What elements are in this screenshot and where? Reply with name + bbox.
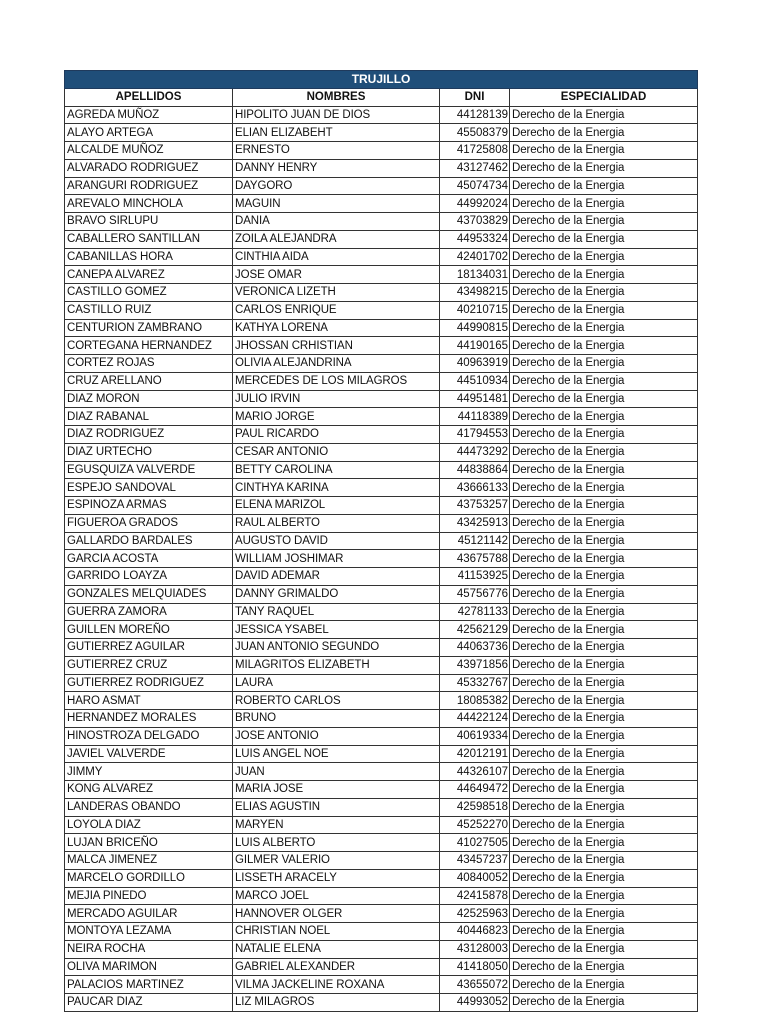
- cell-apellidos: MONTOYA LEZAMA: [65, 923, 233, 941]
- cell-nombres: DANIA: [233, 213, 440, 231]
- cell-apellidos: PAUCAR DIAZ: [65, 994, 233, 1012]
- cell-especialidad: Derecho de la Energia: [510, 106, 698, 124]
- cell-dni: 43655072: [440, 976, 510, 994]
- cell-dni: 45252270: [440, 816, 510, 834]
- cell-nombres: ELENA MARIZOL: [233, 497, 440, 515]
- cell-especialidad: Derecho de la Energia: [510, 177, 698, 195]
- cell-dni: 44063736: [440, 639, 510, 657]
- cell-especialidad: Derecho de la Energia: [510, 798, 698, 816]
- table-row: [65, 869, 698, 887]
- cell-apellidos: MERCADO AGUILAR: [65, 905, 233, 923]
- cell-especialidad: Derecho de la Energia: [510, 355, 698, 373]
- table-row: [65, 585, 698, 603]
- cell-dni: 45332767: [440, 674, 510, 692]
- cell-apellidos: CASTILLO RUIZ: [65, 301, 233, 319]
- cell-apellidos: HINOSTROZA DELGADO: [65, 727, 233, 745]
- cell-nombres: HIPOLITO JUAN DE DIOS: [233, 106, 440, 124]
- cell-dni: 43675788: [440, 550, 510, 568]
- cell-especialidad: Derecho de la Energia: [510, 976, 698, 994]
- cell-dni: 43753257: [440, 497, 510, 515]
- cell-nombres: JUAN: [233, 763, 440, 781]
- cell-especialidad: Derecho de la Energia: [510, 124, 698, 142]
- cell-especialidad: Derecho de la Energia: [510, 195, 698, 213]
- cell-especialidad: Derecho de la Energia: [510, 213, 698, 231]
- table-row: [65, 550, 698, 568]
- cell-apellidos: MALCA JIMENEZ: [65, 852, 233, 870]
- cell-especialidad: Derecho de la Energia: [510, 656, 698, 674]
- cell-dni: 42525963: [440, 905, 510, 923]
- cell-dni: 44473292: [440, 443, 510, 461]
- cell-dni: 40210715: [440, 301, 510, 319]
- table-row: [65, 213, 698, 231]
- table-row: [65, 710, 698, 728]
- cell-dni: 44993052: [440, 994, 510, 1012]
- cell-apellidos: ESPEJO SANDOVAL: [65, 479, 233, 497]
- cell-especialidad: Derecho de la Energia: [510, 816, 698, 834]
- cell-apellidos: FIGUEROA GRADOS: [65, 514, 233, 532]
- cell-nombres: DAYGORO: [233, 177, 440, 195]
- cell-nombres: CARLOS ENRIQUE: [233, 301, 440, 319]
- cell-nombres: LUIS ANGEL NOE: [233, 745, 440, 763]
- cell-especialidad: Derecho de la Energia: [510, 266, 698, 284]
- table-row: [65, 834, 698, 852]
- table-row: [65, 656, 698, 674]
- cell-dni: 44190165: [440, 337, 510, 355]
- cell-especialidad: Derecho de la Energia: [510, 923, 698, 941]
- cell-dni: 41725808: [440, 142, 510, 160]
- cell-apellidos: CORTEGANA HERNANDEZ: [65, 337, 233, 355]
- table-row: [65, 497, 698, 515]
- cell-nombres: CINTHIA AIDA: [233, 248, 440, 266]
- table-row: [65, 461, 698, 479]
- table-row: [65, 887, 698, 905]
- cell-dni: 41794553: [440, 426, 510, 444]
- cell-nombres: GILMER VALERIO: [233, 852, 440, 870]
- cell-apellidos: MARCELO GORDILLO: [65, 869, 233, 887]
- table-body: [65, 106, 698, 1011]
- cell-especialidad: Derecho de la Energia: [510, 230, 698, 248]
- cell-especialidad: Derecho de la Energia: [510, 319, 698, 337]
- cell-apellidos: ESPINOZA ARMAS: [65, 497, 233, 515]
- table-row: [65, 372, 698, 390]
- cell-dni: 44422124: [440, 710, 510, 728]
- cell-apellidos: DIAZ URTECHO: [65, 443, 233, 461]
- cell-dni: 43666133: [440, 479, 510, 497]
- cell-especialidad: Derecho de la Energia: [510, 337, 698, 355]
- cell-dni: 18085382: [440, 692, 510, 710]
- table-row: [65, 976, 698, 994]
- cell-dni: 40840052: [440, 869, 510, 887]
- cell-apellidos: CABALLERO SANTILLAN: [65, 230, 233, 248]
- cell-nombres: GABRIEL ALEXANDER: [233, 958, 440, 976]
- cell-nombres: MILAGRITOS ELIZABETH: [233, 656, 440, 674]
- cell-nombres: BETTY CAROLINA: [233, 461, 440, 479]
- cell-apellidos: KONG ALVAREZ: [65, 781, 233, 799]
- table-row: [65, 639, 698, 657]
- cell-nombres: MAGUIN: [233, 195, 440, 213]
- cell-especialidad: Derecho de la Energia: [510, 781, 698, 799]
- table-row: [65, 727, 698, 745]
- cell-especialidad: Derecho de la Energia: [510, 603, 698, 621]
- cell-especialidad: Derecho de la Energia: [510, 142, 698, 160]
- cell-dni: 44128139: [440, 106, 510, 124]
- cell-dni: 42781133: [440, 603, 510, 621]
- cell-especialidad: Derecho de la Energia: [510, 621, 698, 639]
- cell-dni: 43703829: [440, 213, 510, 231]
- cell-apellidos: OLIVA MARIMON: [65, 958, 233, 976]
- table-row: [65, 426, 698, 444]
- cell-especialidad: Derecho de la Energia: [510, 869, 698, 887]
- cell-especialidad: Derecho de la Energia: [510, 834, 698, 852]
- cell-apellidos: DIAZ MORON: [65, 390, 233, 408]
- table-row: [65, 443, 698, 461]
- cell-nombres: DANNY GRIMALDO: [233, 585, 440, 603]
- cell-dni: 44951481: [440, 390, 510, 408]
- cell-nombres: OLIVIA ALEJANDRINA: [233, 355, 440, 373]
- cell-apellidos: BRAVO SIRLUPU: [65, 213, 233, 231]
- table-row: [65, 763, 698, 781]
- cell-nombres: JESSICA YSABEL: [233, 621, 440, 639]
- cell-apellidos: HERNANDEZ MORALES: [65, 710, 233, 728]
- table-row: [65, 674, 698, 692]
- cell-apellidos: GUTIERREZ CRUZ: [65, 656, 233, 674]
- cell-apellidos: NEIRA ROCHA: [65, 940, 233, 958]
- table-row: [65, 568, 698, 586]
- cell-nombres: NATALIE ELENA: [233, 940, 440, 958]
- cell-dni: 44510934: [440, 372, 510, 390]
- cell-nombres: ZOILA ALEJANDRA: [233, 230, 440, 248]
- cell-especialidad: Derecho de la Energia: [510, 710, 698, 728]
- cell-apellidos: GONZALES MELQUIADES: [65, 585, 233, 603]
- cell-especialidad: Derecho de la Energia: [510, 887, 698, 905]
- cell-especialidad: Derecho de la Energia: [510, 372, 698, 390]
- column-header-dni: DNI: [440, 88, 510, 106]
- cell-apellidos: AREVALO MINCHOLA: [65, 195, 233, 213]
- column-header-apellidos: APELLIDOS: [65, 88, 233, 106]
- cell-apellidos: DIAZ RODRIGUEZ: [65, 426, 233, 444]
- table-row: [65, 159, 698, 177]
- table-title: TRUJILLO: [65, 71, 698, 89]
- cell-especialidad: Derecho de la Energia: [510, 692, 698, 710]
- cell-especialidad: Derecho de la Energia: [510, 940, 698, 958]
- cell-especialidad: Derecho de la Energia: [510, 390, 698, 408]
- cell-dni: 41027505: [440, 834, 510, 852]
- cell-nombres: VERONICA LIZETH: [233, 284, 440, 302]
- cell-especialidad: Derecho de la Energia: [510, 159, 698, 177]
- cell-dni: 43457237: [440, 852, 510, 870]
- table-row: [65, 852, 698, 870]
- cell-apellidos: GALLARDO BARDALES: [65, 532, 233, 550]
- cell-dni: 42415878: [440, 887, 510, 905]
- table-row: [65, 603, 698, 621]
- table-row: [65, 692, 698, 710]
- cell-especialidad: Derecho de la Energia: [510, 514, 698, 532]
- cell-dni: 41153925: [440, 568, 510, 586]
- cell-apellidos: GARCIA ACOSTA: [65, 550, 233, 568]
- cell-dni: 42012191: [440, 745, 510, 763]
- cell-especialidad: Derecho de la Energia: [510, 852, 698, 870]
- column-header-especialidad: ESPECIALIDAD: [510, 88, 698, 106]
- table-header-row: [65, 88, 698, 106]
- table-row: [65, 337, 698, 355]
- cell-apellidos: CRUZ ARELLANO: [65, 372, 233, 390]
- cell-dni: 45508379: [440, 124, 510, 142]
- cell-apellidos: ALAYO ARTEGA: [65, 124, 233, 142]
- cell-dni: 42598518: [440, 798, 510, 816]
- cell-apellidos: EGUSQUIZA VALVERDE: [65, 461, 233, 479]
- column-header-nombres: NOMBRES: [233, 88, 440, 106]
- cell-especialidad: Derecho de la Energia: [510, 585, 698, 603]
- table-row: [65, 745, 698, 763]
- cell-nombres: VILMA JACKELINE ROXANA: [233, 976, 440, 994]
- cell-apellidos: LUJAN BRICEÑO: [65, 834, 233, 852]
- cell-apellidos: DIAZ RABANAL: [65, 408, 233, 426]
- cell-nombres: MARIA JOSE: [233, 781, 440, 799]
- table-row: [65, 923, 698, 941]
- cell-nombres: LAURA: [233, 674, 440, 692]
- table-row: [65, 781, 698, 799]
- table-row: [65, 266, 698, 284]
- table-row: [65, 994, 698, 1012]
- table-row: [65, 479, 698, 497]
- cell-especialidad: Derecho de la Energia: [510, 301, 698, 319]
- cell-nombres: KATHYA LORENA: [233, 319, 440, 337]
- cell-nombres: TANY RAQUEL: [233, 603, 440, 621]
- cell-apellidos: ARANGURI RODRIGUEZ: [65, 177, 233, 195]
- cell-especialidad: Derecho de la Energia: [510, 958, 698, 976]
- cell-apellidos: CANEPA ALVAREZ: [65, 266, 233, 284]
- cell-especialidad: Derecho de la Energia: [510, 639, 698, 657]
- cell-especialidad: Derecho de la Energia: [510, 248, 698, 266]
- cell-dni: 44992024: [440, 195, 510, 213]
- table-row: [65, 301, 698, 319]
- table-row: [65, 798, 698, 816]
- cell-nombres: RAUL ALBERTO: [233, 514, 440, 532]
- cell-dni: 44953324: [440, 230, 510, 248]
- cell-especialidad: Derecho de la Energia: [510, 497, 698, 515]
- cell-dni: 40963919: [440, 355, 510, 373]
- cell-especialidad: Derecho de la Energia: [510, 426, 698, 444]
- cell-nombres: MARYEN: [233, 816, 440, 834]
- cell-dni: 18134031: [440, 266, 510, 284]
- cell-nombres: PAUL RICARDO: [233, 426, 440, 444]
- cell-dni: 45756776: [440, 585, 510, 603]
- cell-especialidad: Derecho de la Energia: [510, 284, 698, 302]
- cell-dni: 43128003: [440, 940, 510, 958]
- cell-nombres: MERCEDES DE LOS MILAGROS: [233, 372, 440, 390]
- cell-dni: 45074734: [440, 177, 510, 195]
- cell-nombres: ELIAS AGUSTIN: [233, 798, 440, 816]
- cell-apellidos: CASTILLO GOMEZ: [65, 284, 233, 302]
- cell-especialidad: Derecho de la Energia: [510, 568, 698, 586]
- cell-especialidad: Derecho de la Energia: [510, 550, 698, 568]
- cell-apellidos: JIMMY: [65, 763, 233, 781]
- table-row: [65, 355, 698, 373]
- cell-dni: 44649472: [440, 781, 510, 799]
- table-row: [65, 940, 698, 958]
- table-row: [65, 142, 698, 160]
- cell-especialidad: Derecho de la Energia: [510, 674, 698, 692]
- cell-nombres: CINTHYA KARINA: [233, 479, 440, 497]
- cell-nombres: AUGUSTO DAVID: [233, 532, 440, 550]
- cell-apellidos: MEJIA PINEDO: [65, 887, 233, 905]
- cell-nombres: JOSE OMAR: [233, 266, 440, 284]
- cell-apellidos: LOYOLA DIAZ: [65, 816, 233, 834]
- cell-dni: 44990815: [440, 319, 510, 337]
- cell-dni: 41418050: [440, 958, 510, 976]
- cell-nombres: CHRISTIAN NOEL: [233, 923, 440, 941]
- cell-nombres: HANNOVER OLGER: [233, 905, 440, 923]
- cell-nombres: LIZ MILAGROS: [233, 994, 440, 1012]
- cell-especialidad: Derecho de la Energia: [510, 745, 698, 763]
- cell-apellidos: GARRIDO LOAYZA: [65, 568, 233, 586]
- cell-nombres: JHOSSAN CRHISTIAN: [233, 337, 440, 355]
- cell-especialidad: Derecho de la Energia: [510, 461, 698, 479]
- cell-apellidos: GUILLEN MOREÑO: [65, 621, 233, 639]
- cell-especialidad: Derecho de la Energia: [510, 532, 698, 550]
- cell-nombres: JULIO IRVIN: [233, 390, 440, 408]
- table-row: [65, 284, 698, 302]
- cell-apellidos: JAVIEL VALVERDE: [65, 745, 233, 763]
- cell-especialidad: Derecho de la Energia: [510, 408, 698, 426]
- cell-nombres: LISSETH ARACELY: [233, 869, 440, 887]
- cell-nombres: MARIO JORGE: [233, 408, 440, 426]
- cell-dni: 42401702: [440, 248, 510, 266]
- table-row: [65, 248, 698, 266]
- cell-apellidos: LANDERAS OBANDO: [65, 798, 233, 816]
- cell-dni: 42562129: [440, 621, 510, 639]
- table-row: [65, 514, 698, 532]
- cell-apellidos: ALCALDE MUÑOZ: [65, 142, 233, 160]
- cell-nombres: DANNY HENRY: [233, 159, 440, 177]
- cell-apellidos: CENTURION ZAMBRANO: [65, 319, 233, 337]
- spreadsheet-page: [64, 70, 697, 1012]
- cell-apellidos: PALACIOS MARTINEZ: [65, 976, 233, 994]
- table-row: [65, 319, 698, 337]
- cell-nombres: CESAR ANTONIO: [233, 443, 440, 461]
- table-row: [65, 532, 698, 550]
- cell-nombres: LUIS ALBERTO: [233, 834, 440, 852]
- table-row: [65, 230, 698, 248]
- cell-dni: 43425913: [440, 514, 510, 532]
- cell-nombres: ELIAN ELIZABEHT: [233, 124, 440, 142]
- table-row: [65, 905, 698, 923]
- cell-apellidos: CORTEZ ROJAS: [65, 355, 233, 373]
- cell-apellidos: HARO ASMAT: [65, 692, 233, 710]
- cell-nombres: MARCO JOEL: [233, 887, 440, 905]
- cell-nombres: ERNESTO: [233, 142, 440, 160]
- cell-especialidad: Derecho de la Energia: [510, 727, 698, 745]
- cell-nombres: BRUNO: [233, 710, 440, 728]
- table-row: [65, 106, 698, 124]
- cell-dni: 40619334: [440, 727, 510, 745]
- cell-dni: 44326107: [440, 763, 510, 781]
- cell-nombres: WILLIAM JOSHIMAR: [233, 550, 440, 568]
- cell-apellidos: ALVARADO RODRIGUEZ: [65, 159, 233, 177]
- table-row: [65, 195, 698, 213]
- table-row: [65, 124, 698, 142]
- table-title-row: [65, 71, 698, 89]
- cell-nombres: ROBERTO CARLOS: [233, 692, 440, 710]
- cell-nombres: JOSE ANTONIO: [233, 727, 440, 745]
- table-row: [65, 621, 698, 639]
- table-row: [65, 958, 698, 976]
- table-row: [65, 177, 698, 195]
- cell-nombres: JUAN ANTONIO SEGUNDO: [233, 639, 440, 657]
- table-row: [65, 390, 698, 408]
- cell-apellidos: AGREDA MUÑOZ: [65, 106, 233, 124]
- cell-dni: 44118389: [440, 408, 510, 426]
- cell-especialidad: Derecho de la Energia: [510, 905, 698, 923]
- cell-dni: 43127462: [440, 159, 510, 177]
- cell-apellidos: GUTIERREZ RODRIGUEZ: [65, 674, 233, 692]
- table-row: [65, 816, 698, 834]
- cell-especialidad: Derecho de la Energia: [510, 443, 698, 461]
- cell-especialidad: Derecho de la Energia: [510, 994, 698, 1012]
- cell-especialidad: Derecho de la Energia: [510, 479, 698, 497]
- cell-apellidos: GUERRA ZAMORA: [65, 603, 233, 621]
- cell-dni: 44838864: [440, 461, 510, 479]
- cell-nombres: DAVID ADEMAR: [233, 568, 440, 586]
- cell-dni: 40446823: [440, 923, 510, 941]
- cell-apellidos: CABANILLAS HORA: [65, 248, 233, 266]
- cell-dni: 45121142: [440, 532, 510, 550]
- table-row: [65, 408, 698, 426]
- participants-table: [64, 70, 698, 1012]
- cell-dni: 43498215: [440, 284, 510, 302]
- cell-dni: 43971856: [440, 656, 510, 674]
- cell-especialidad: Derecho de la Energia: [510, 763, 698, 781]
- cell-apellidos: GUTIERREZ AGUILAR: [65, 639, 233, 657]
